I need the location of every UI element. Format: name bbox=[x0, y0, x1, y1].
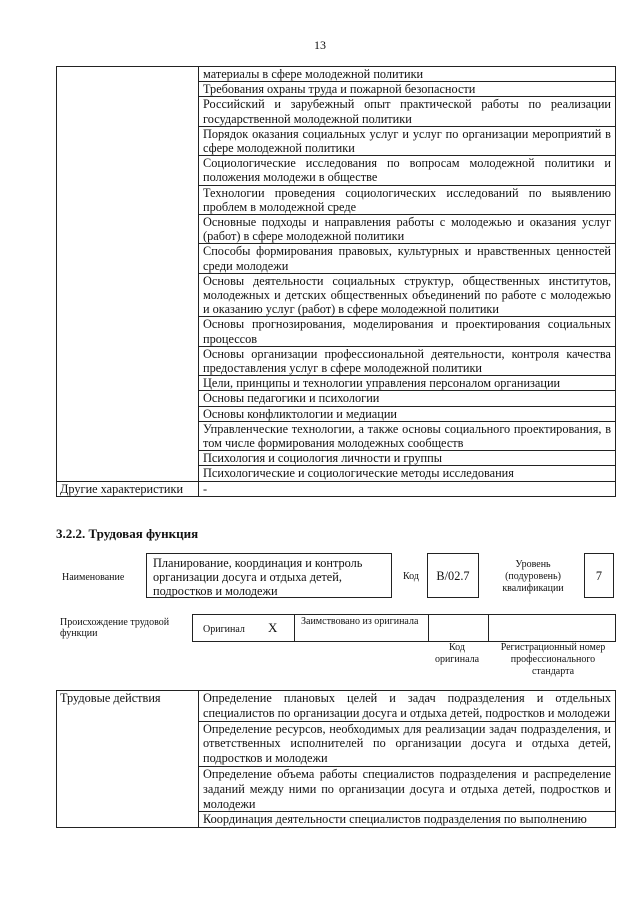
knowledge-item: Российский и зарубежный опыт практической работы по реализации государственной молодежной политики bbox=[199, 97, 616, 126]
action-item: Координация деятельности специалистов подразделения по выполнению bbox=[199, 812, 616, 828]
name-label: Наименование bbox=[62, 572, 125, 583]
table-row bbox=[57, 691, 616, 722]
knowledge-item: Психологические и социологические методы исследования bbox=[199, 466, 616, 481]
knowledge-item: Основы конфликтологии и медиации bbox=[199, 406, 616, 421]
code-origin-caption: Код оригинала bbox=[434, 642, 480, 665]
actions-table bbox=[56, 690, 616, 828]
page-number: 13 bbox=[314, 38, 326, 52]
reg-number-caption: Регистрационный номер профессионального стандарта bbox=[500, 642, 606, 677]
knowledge-item: Социологические исследования по вопросам молодежной политики и положения молодежи в обществе bbox=[199, 156, 616, 185]
knowledge-item: Порядок оказания социальных услуг и услуг по организации мероприятий в сфере молодежной политики bbox=[199, 126, 616, 155]
function-name-box: Планирование, координация и контроль организации досуга и отдыха детей, подростков и молодежи bbox=[146, 553, 392, 598]
actions-label: Трудовые действия bbox=[57, 691, 199, 828]
knowledge-item: материалы в сфере молодежной политики bbox=[199, 67, 616, 82]
action-item: Определение ресурсов, необходимых для реализации задач подразделения, и ответственных исполнителей по организации досуга и отдыха детей, подростков и молодежи bbox=[199, 721, 616, 766]
original-label: Оригинал bbox=[203, 624, 245, 635]
knowledge-item: Основные подходы и направления работы с молодежью и оказания услуг (работ) в сфере молодежной политики bbox=[199, 215, 616, 244]
code-label: Код bbox=[403, 571, 419, 582]
borrowed-label: Заимствовано из оригинала bbox=[301, 616, 419, 627]
section-title: 3.2.2. Трудовая функция bbox=[56, 526, 199, 541]
original-mark: X bbox=[268, 620, 278, 635]
knowledge-item: Способы формирования правовых, культурных и нравственных ценностей среди молодежи bbox=[199, 244, 616, 273]
action-item: Определение плановых целей и задач подразделения и отдельных специалистов по организации досуга и отдыха детей, подростков и молодежи bbox=[199, 691, 616, 722]
knowledge-item: Основы педагогики и психологии bbox=[199, 391, 616, 406]
knowledge-item: Основы прогнозирования, моделирования и проектирования социальных процессов bbox=[199, 317, 616, 346]
level-box: 7 bbox=[584, 553, 614, 598]
knowledge-item: Основы организации профессиональной деятельности, контроля качества предоставления услуг в сфере молодежной политики bbox=[199, 346, 616, 375]
knowledge-item: Психология и социология личности и группы bbox=[199, 451, 616, 466]
code-box: B/02.7 bbox=[427, 553, 479, 598]
knowledge-item: Технологии проведения социологических исследований по выявлению проблем в молодежной среде bbox=[199, 185, 616, 214]
origin-label: Происхождение трудовой функции bbox=[60, 617, 170, 639]
knowledge-item: Требования охраны труда и пожарной безопасности bbox=[199, 82, 616, 97]
level-label: Уровень (подуровень) квалификации bbox=[502, 559, 564, 594]
knowledge-item: Основы деятельности социальных структур, общественных институтов, молодежных и детских общественных объединений по работе с молодежью и оказанию услуг (работ) в сфере молодежной политики bbox=[199, 273, 616, 317]
action-item: Определение объема работы специалистов подразделения и распределение заданий между ними по организации досуга и отдыха детей, подростков и молодежи bbox=[199, 766, 616, 811]
other-characteristics-value: - bbox=[199, 481, 616, 496]
other-characteristics-label: Другие характеристики bbox=[57, 481, 199, 496]
knowledge-item: Управленческие технологии, а также основы социального проектирования, в том числе формирования молодежных сообществ bbox=[199, 421, 616, 450]
knowledge-item: Цели, принципы и технологии управления персоналом организации bbox=[199, 376, 616, 391]
